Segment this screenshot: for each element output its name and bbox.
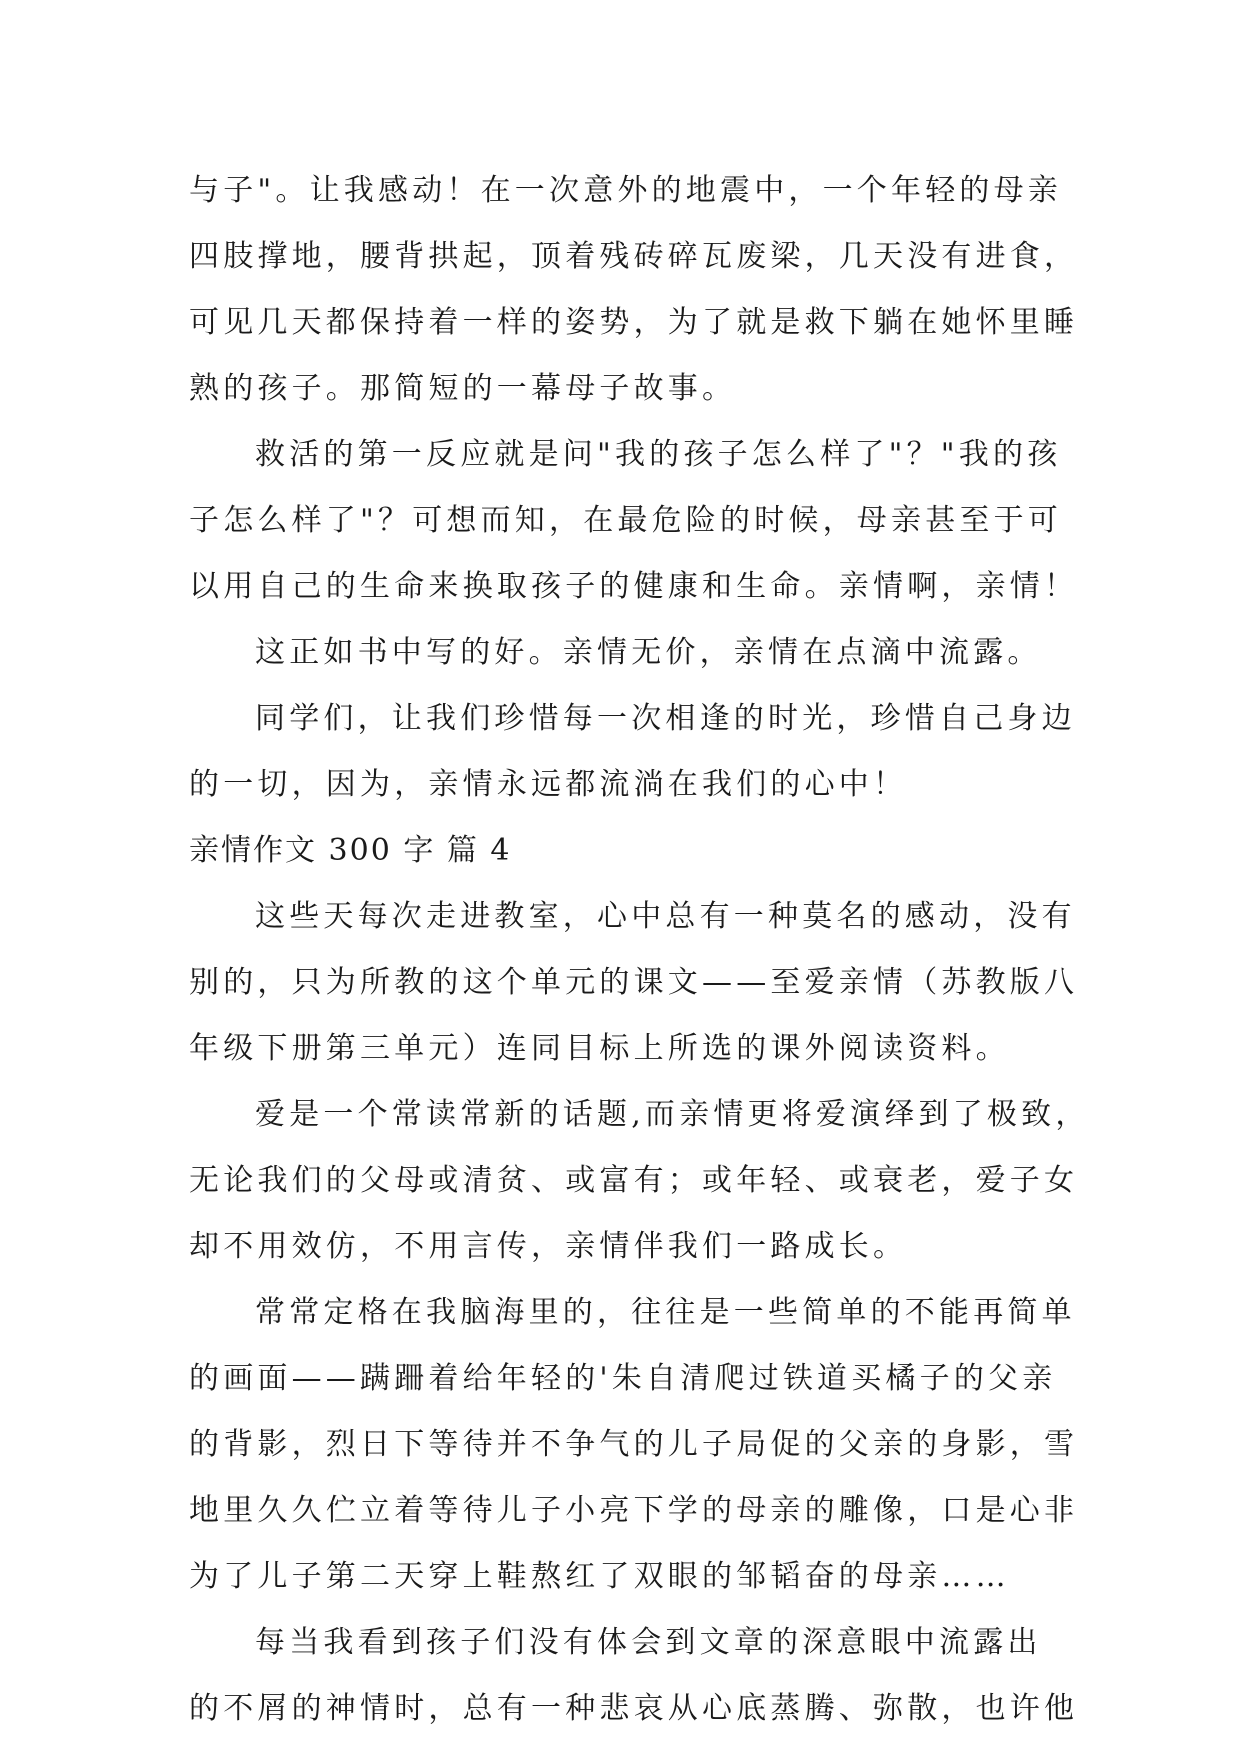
text-line: 四肢撑地，腰背拱起，顶着残砖碎瓦废梁，几天没有进食，: [189, 239, 1079, 274]
text-line: 这正如书中写的好。亲情无价，亲情在点滴中流露。: [255, 635, 1042, 670]
text-line: 别的，只为所教的这个单元的课文——至爱亲情（苏教版八: [189, 965, 1079, 1000]
text-line: 熟的孩子。那简短的一幕母子故事。: [189, 371, 737, 406]
text-line: 常常定格在我脑海里的，往往是一些简单的不能再简单: [255, 1295, 1076, 1330]
text-line: 可见几天都保持着一样的姿势，为了就是救下躺在她怀里睡: [189, 305, 1079, 340]
text-line: 年级下册第三单元）连同目标上所选的课外阅读资料。: [189, 1031, 1010, 1066]
text-line: 每当我看到孩子们没有体会到文章的深意眼中流露出: [255, 1625, 1042, 1660]
text-line: 这些天每次走进教室，心中总有一种莫名的感动，没有: [255, 899, 1076, 934]
text-line: 与子"。让我感动！在一次意外的地震中，一个年轻的母亲: [189, 173, 1062, 208]
text-line: 地里久久伫立着等待儿子小亮下学的母亲的雕像，口是心非: [189, 1493, 1079, 1528]
text-line: 以用自己的生命来换取孩子的健康和生命。亲情啊，亲情！: [189, 569, 1079, 604]
text-line: 同学们，让我们珍惜每一次相逢的时光，珍惜自己身边: [255, 701, 1076, 736]
text-line: 的画面——蹒跚着给年轻的'朱自清爬过铁道买橘子的父亲: [189, 1361, 1057, 1396]
section-heading: 亲情作文 300 字 篇 4: [189, 833, 512, 868]
text-line: 爱是一个常读常新的话题,而亲情更将爱演绎到了极致，: [255, 1097, 1090, 1132]
text-line: 却不用效仿，不用言传，亲情伴我们一路成长。: [189, 1229, 908, 1264]
text-line: 子怎么样了"？可想而知，在最危险的时候，母亲甚至于可: [189, 503, 1062, 538]
text-line: 的不屑的神情时，总有一种悲哀从心底蒸腾、弥散，也许他: [189, 1691, 1079, 1726]
document-page: [189, 158, 1090, 1742]
text-line: 救活的第一反应就是问"我的孩子怎么样了"？"我的孩: [255, 437, 1062, 472]
text-line: 的背影，烈日下等待并不争气的儿子局促的父亲的身影，雪: [189, 1427, 1079, 1462]
text-line: 的一切，因为，亲情永远都流淌在我们的心中！: [189, 767, 908, 802]
text-line: 为了儿子第二天穿上鞋熬红了双眼的邹韬奋的母亲……: [189, 1559, 1010, 1594]
text-line: 无论我们的父母或清贫、或富有；或年轻、或衰老，爱子女: [189, 1163, 1079, 1198]
